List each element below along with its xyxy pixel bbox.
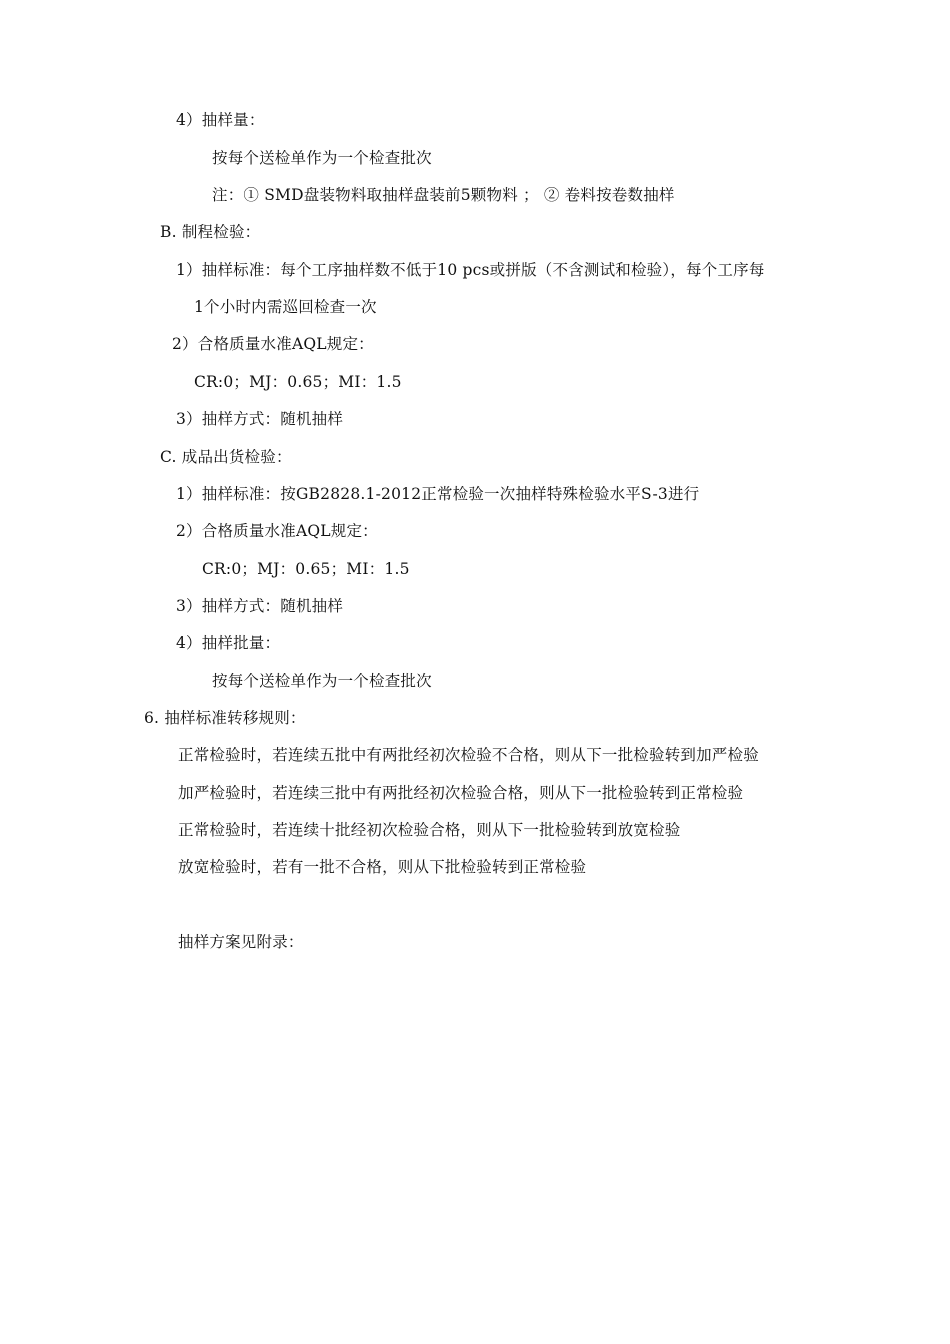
shipment-lot-text: 按每个送检单作为一个检查批次	[212, 672, 432, 690]
shipment-aql-values: CR:0；MJ：0.65；MI：1.5	[202, 560, 410, 578]
process-aql-heading: 2）合格质量水准AQL规定：	[172, 335, 374, 353]
section-6-heading: 6. 抽样标准转移规则：	[144, 709, 306, 727]
sampling-quantity-heading: 4）抽样量：	[176, 111, 265, 129]
switch-rule-3: 正常检验时，若连续十批经初次检验合格，则从下一批检验转到放宽检验	[178, 821, 681, 839]
process-sampling-standard: 1）抽样标准：每个工序抽样数不低于10 pcs或拼版（不含测试和检验），每个工序每	[176, 261, 765, 279]
section-c-heading: C. 成品出货检验：	[160, 448, 292, 466]
shipment-sampling-method: 3）抽样方式：随机抽样	[176, 597, 344, 615]
process-aql-values: CR:0；MJ：0.65；MI：1.5	[194, 373, 402, 391]
shipment-lot-heading: 4）抽样批量：	[176, 634, 281, 652]
sampling-batch-text: 按每个送检单作为一个检查批次	[212, 149, 432, 167]
shipment-aql-heading: 2）合格质量水准AQL规定：	[176, 522, 378, 540]
sampling-note: 注：① SMD盘装物料取抽样盘装前5颗物料 ； ② 卷料按卷数抽样	[212, 186, 675, 204]
switch-rule-4: 放宽检验时，若有一批不合格，则从下批检验转到正常检验	[178, 858, 587, 876]
switch-rule-2: 加严检验时，若连续三批中有两批经初次检验合格，则从下一批检验转到正常检验	[178, 784, 744, 802]
switch-rule-1: 正常检验时，若连续五批中有两批经初次检验不合格，则从下一批检验转到加严检验	[178, 746, 759, 764]
shipment-sampling-standard: 1）抽样标准：按GB2828.1-2012正常检验一次抽样特殊检验水平S-3进行	[176, 485, 700, 503]
process-sampling-method: 3）抽样方式：随机抽样	[176, 410, 344, 428]
section-b-heading: B. 制程检验：	[160, 223, 261, 241]
appendix-reference: 抽样方案见附录：	[178, 933, 304, 951]
process-sampling-standard-cont: 1个小时内需巡回检查一次	[194, 298, 377, 316]
